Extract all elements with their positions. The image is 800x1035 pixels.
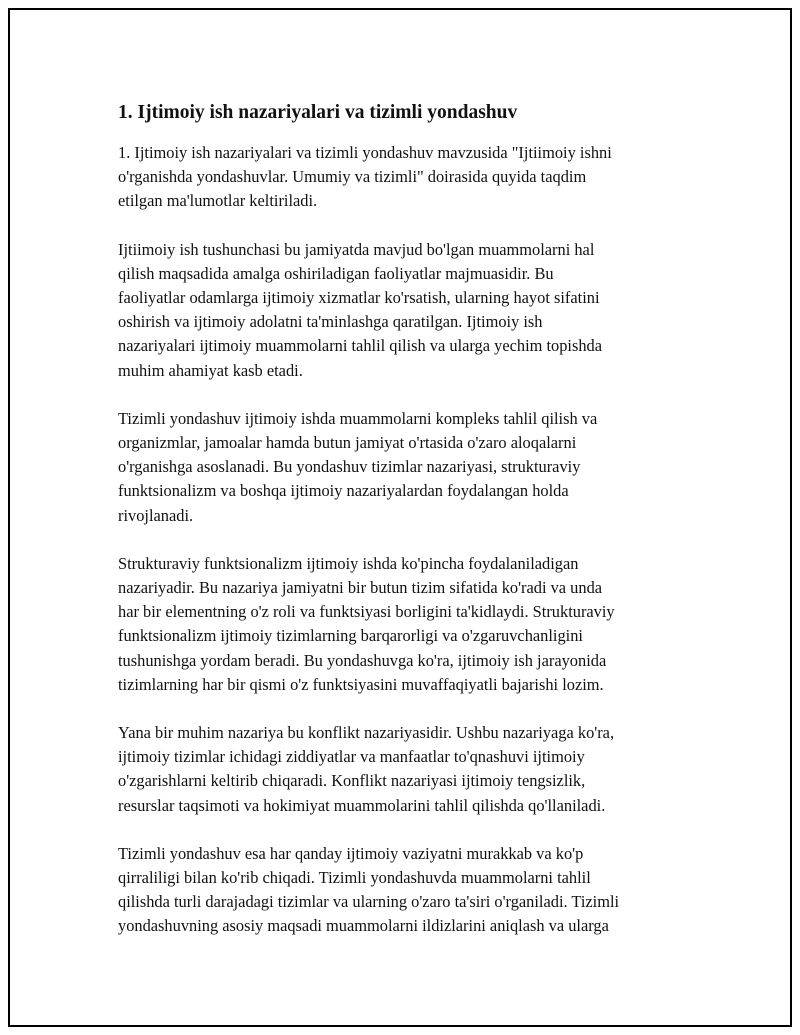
paragraph-line: tushunishga yordam beradi. Bu yondashuvga ko'ra, ijtimoiy ish jarayonida <box>118 650 607 670</box>
paragraph-line: tizimlarning har bir qismi o'z funktsiyasini muvaffaqiyatli bajarishi lozim. <box>118 674 604 694</box>
paragraph <box>118 842 683 939</box>
paragraph <box>118 141 683 214</box>
paragraph-line: nazariyalari ijtimoiy muammolarni tahlil qilish va ularga yechim topishda <box>118 336 603 356</box>
page-frame <box>8 8 792 1027</box>
paragraph-line: o'rganishda yondashuvlar. Umumiy va tizimli" doirasida quyida taqdim <box>118 167 587 187</box>
paragraph <box>118 407 683 528</box>
paragraph-line: Ijtiimoiy ish tushunchasi bu jamiyatda mavjud bo'lgan muammolarni hal <box>118 239 595 259</box>
paragraph-line: Strukturaviy funktsionalizm ijtimoiy ishda ko'pincha foydalaniladigan <box>118 553 579 573</box>
paragraph-line: qilishda turli darajadagi tizimlar va ularning o'zaro ta'siri o'rganiladi. Tizimli <box>118 892 620 912</box>
paragraph-line: faoliyatlar odamlarga ijtimoiy xizmatlar ko'rsatish, ularning hayot sifatini <box>118 288 600 308</box>
paragraph-line: organizmlar, jamoalar hamda butun jamiyat o'rtasida o'zaro aloqalarni <box>118 433 577 453</box>
page-title: 1. Ijtimoiy ish nazariyalari va tizimli yondashuv <box>118 102 518 123</box>
document-body <box>118 101 683 963</box>
paragraph-line: Yana bir muhim nazariya bu konflikt nazariyasidir. Ushbu nazariyaga ko'ra, <box>118 723 615 743</box>
paragraph-line: yondashuvning asosiy maqsadi muammolarni ildizlarini aniqlash va ularga <box>118 916 609 936</box>
paragraph-line: oshirish va ijtimoiy adolatni ta'minlashga qaratilgan. Ijtimoiy ish <box>118 312 543 332</box>
paragraph-line: ijtimoiy tizimlar ichidagi ziddiyatlar va manfaatlar to'qnashuvi ijtimoiy <box>118 747 585 767</box>
paragraph-line: qilish maqsadida amalga oshiriladigan faoliyatlar majmuasidir. Bu <box>118 263 554 283</box>
paragraph-line: funktsionalizm va boshqa ijtimoiy nazariyalardan foydalangan holda <box>118 481 569 501</box>
paragraph-line: 1. Ijtimoiy ish nazariyalari va tizimli yondashuv mavzusida "Ijtiimoiy ishni <box>118 143 612 162</box>
paragraph-line: funktsionalizm ijtimoiy tizimlarning barqarorligi va o'zgaruvchanligini <box>118 626 583 646</box>
paragraph-line: o'rganishga asoslanadi. Bu yondashuv tizimlar nazariyasi, strukturaviy <box>118 457 581 477</box>
paragraph-line: nazariyadir. Bu nazariya jamiyatni bir butun tizim sifatida ko'radi va unda <box>118 578 603 598</box>
paragraph <box>118 721 683 818</box>
paragraph <box>118 552 683 697</box>
paragraph <box>118 238 683 383</box>
paragraph-line: rivojlanadi. <box>118 505 194 525</box>
paragraph-line: etilgan ma'lumotlar keltiriladi. <box>118 191 318 211</box>
paragraph-line: qirraliligi bilan ko'rib chiqadi. Tizimli yondashuvda muammolarni tahlil <box>118 868 591 888</box>
paragraph-line: Tizimli yondashuv ijtimoiy ishda muammolarni kompleks tahlil qilish va <box>118 408 598 428</box>
paragraph-line: o'zgarishlarni keltirib chiqaradi. Konflikt nazariyasi ijtimoiy tengsizlik, <box>118 771 586 791</box>
paragraph-line: Tizimli yondashuv esa har qanday ijtimoiy vaziyatni murakkab va ko'p <box>118 843 584 863</box>
paragraph-list <box>118 141 683 939</box>
paragraph-line: resurslar taqsimoti va hokimiyat muammolarini tahlil qilishda qo'llaniladi. <box>118 795 606 815</box>
paragraph-line: har bir elementning o'z roli va funktsiyasi borligini ta'kidlaydi. Strukturaviy <box>118 602 615 622</box>
paragraph-line: muhim ahamiyat kasb etadi. <box>118 360 303 380</box>
